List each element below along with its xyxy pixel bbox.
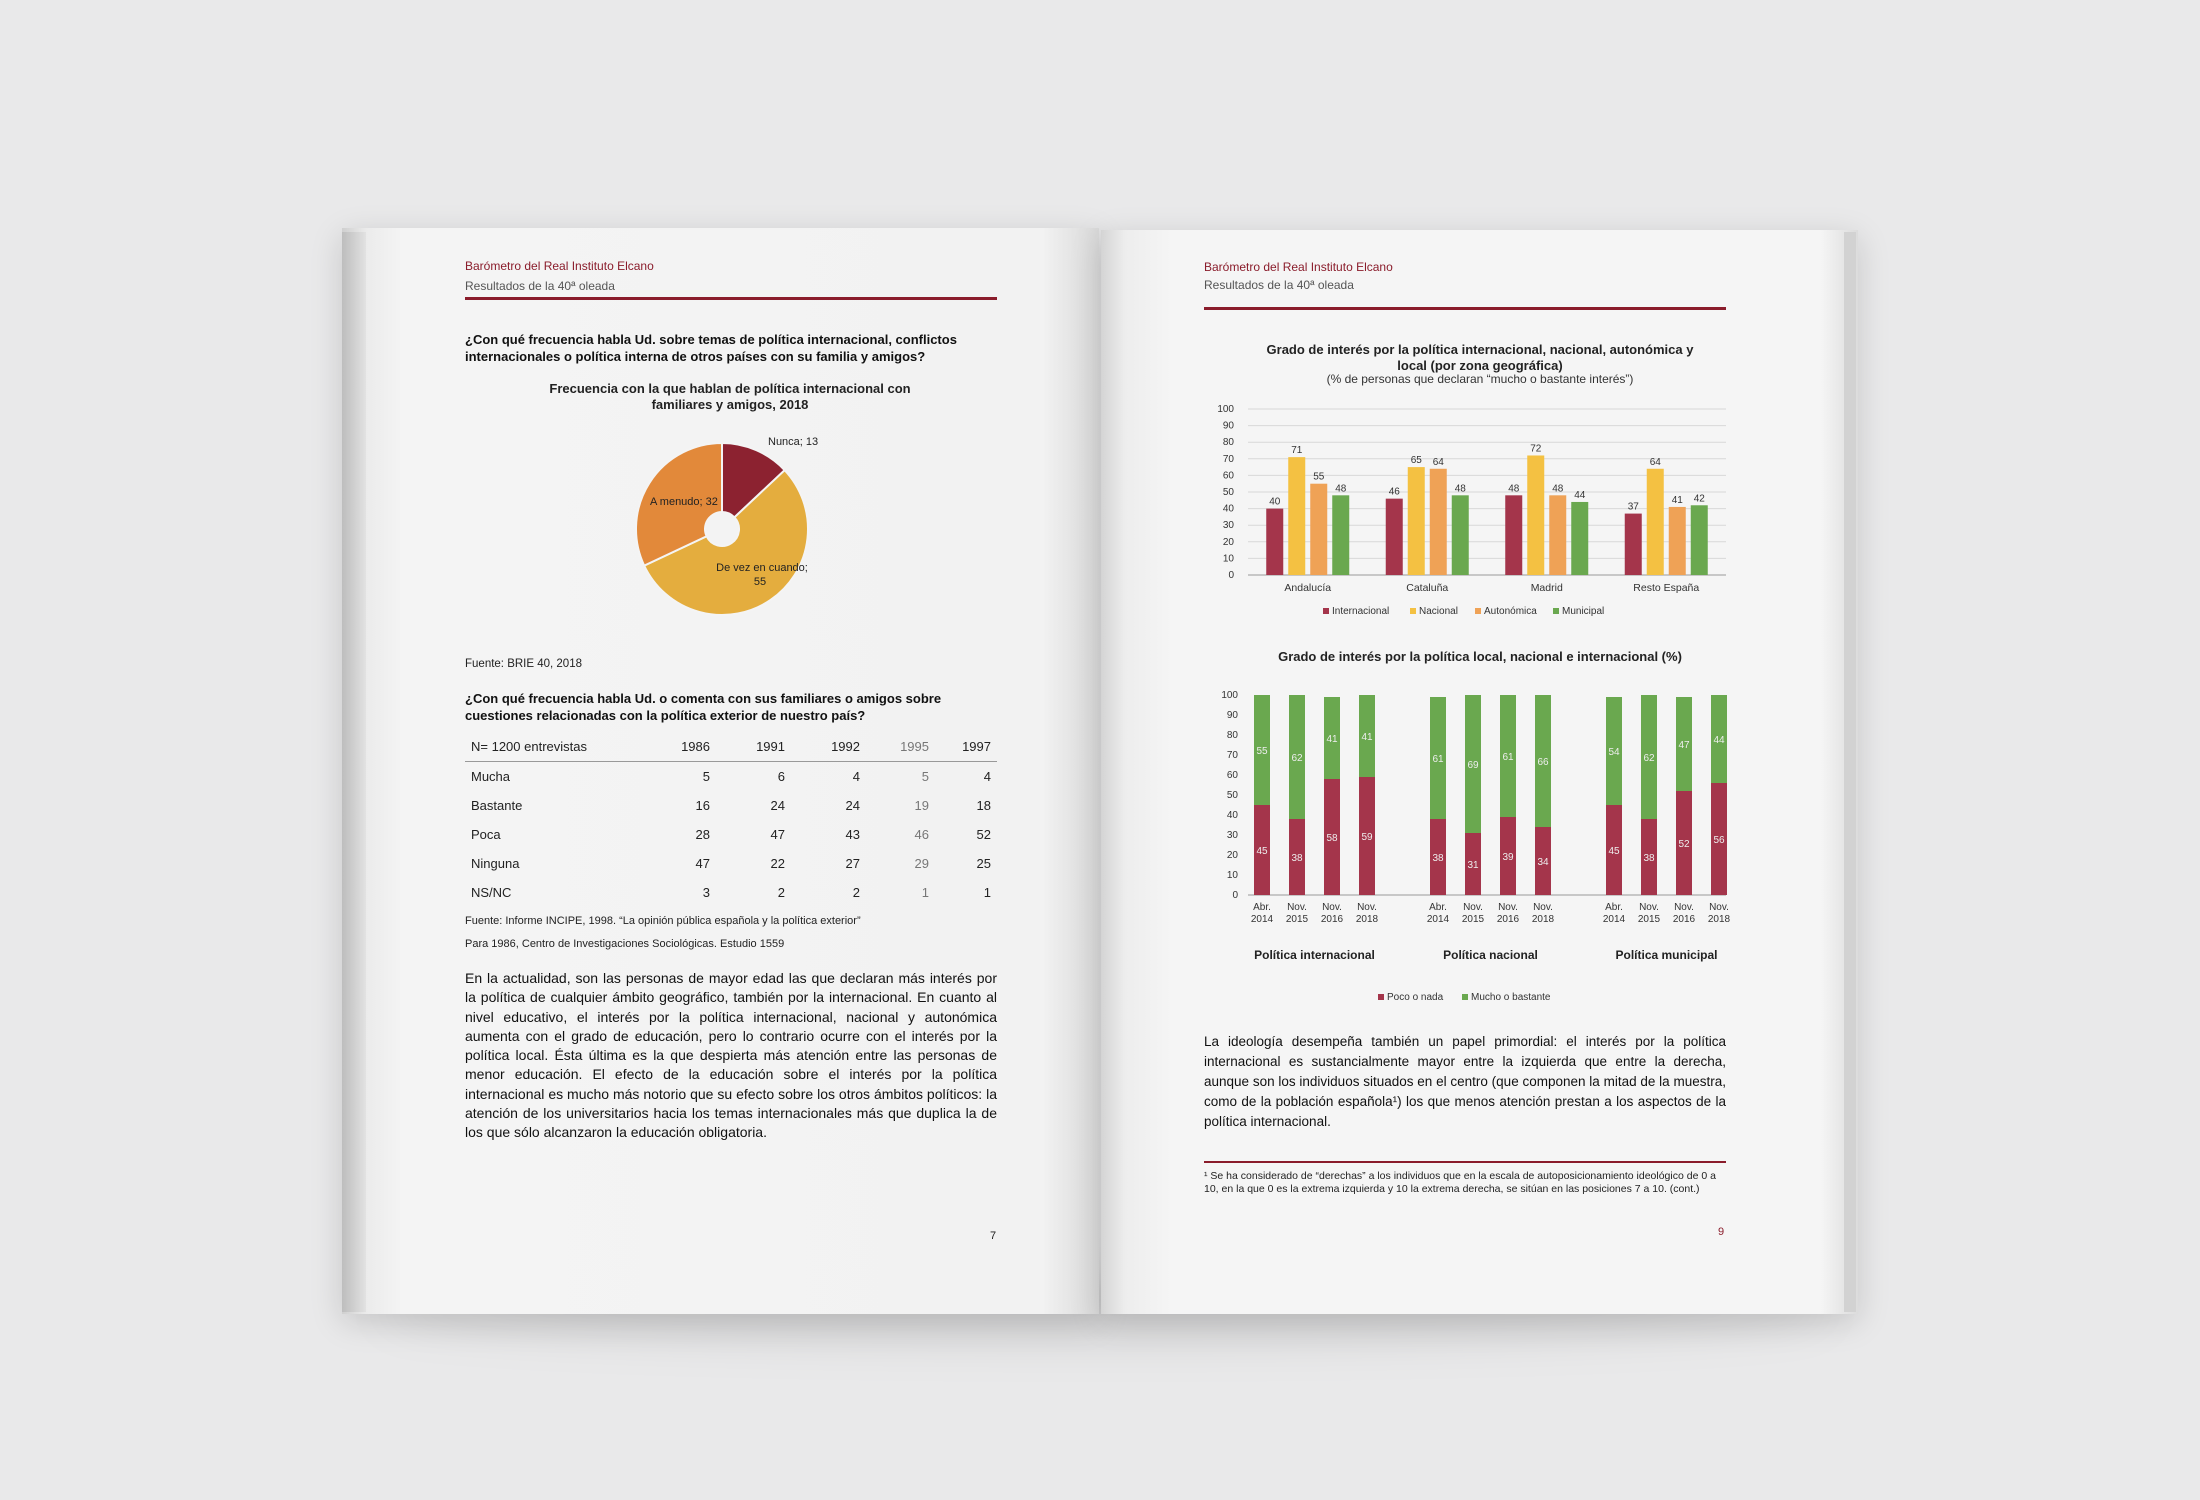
table-header-cell: 1997	[929, 732, 997, 762]
bar-value-label: 44	[1713, 735, 1725, 746]
table-cell: 29	[914, 856, 929, 871]
bar-value-label: 44	[1574, 489, 1586, 501]
table-cell: 24	[770, 798, 785, 813]
legend-label-mucho: Mucho o bastante	[1471, 992, 1551, 1003]
x-tick-label: 2018	[1355, 914, 1379, 925]
left-paragraph: En la actualidad, son las personas de mayor edad las que declaran más interés por la política de cualquier ámbito geográfico, también por la internacional. En cuanto al nivel educativo, el interés por la política internacional, nacional y autonómica aumenta con el grado de educación, pero lo contrario ocurre con el interés por la política local. Ésta última es la que despierta más atención entre las personas de menor educación. El efecto de la educación sobre el interés por la política internacional es mucho más notorio que su efecto sobre los otros ámbitos políticos: la atención de los universitarios hacia los temas internacionales más que duplica la de los que sólo alcanzaron la educación obligatoria.	[465, 970, 997, 1141]
y-tick-label: 60	[1222, 470, 1234, 482]
bar-value-label: 48	[1454, 483, 1466, 495]
y-tick-label: 90	[1226, 710, 1238, 721]
bar-value-label: 37	[1627, 501, 1639, 513]
right-header-subtitle: Resultados de la 40ª oleada	[1204, 278, 1354, 292]
legend-swatch-autonomica	[1475, 608, 1481, 614]
table-cell: 19	[914, 798, 929, 813]
y-tick-label: 100	[1221, 690, 1238, 701]
table-cell: 22	[770, 856, 785, 871]
table-cell: 4	[983, 769, 991, 784]
stacked-bar-chart	[1190, 680, 1730, 1010]
legend-label-poco: Poco o nada	[1387, 992, 1444, 1003]
bar-value-label: 64	[1649, 456, 1661, 468]
y-tick-label: 70	[1226, 750, 1238, 761]
pie-label-de-vez-value: 55	[753, 576, 767, 588]
right-header-title: Barómetro del Real Instituto Elcano	[1204, 260, 1393, 274]
bar-value-label: 72	[1530, 443, 1542, 455]
left-source-3: Para 1986, Centro de Investigaciones Sociológicas. Estudio 1559	[465, 938, 785, 950]
left-header-rule	[465, 297, 997, 300]
legend-swatch-municipal	[1553, 608, 1559, 614]
bar-nacional	[1408, 467, 1425, 575]
table-cell: Mucha	[471, 769, 511, 784]
right-page-edge	[1844, 232, 1856, 1312]
bar-value-label: 56	[1713, 835, 1725, 846]
left-question-1: ¿Con qué frecuencia habla Ud. sobre temas de política internacional, conflictos internacionales o política interna de otros países con su familia y amigos?	[465, 332, 957, 364]
table-cell: 5	[921, 769, 929, 784]
legend-label-internacional: Internacional	[1332, 606, 1390, 617]
legend-swatch-mucho	[1462, 994, 1468, 1000]
bar-value-label: 48	[1508, 483, 1520, 495]
bar-value-label: 34	[1537, 857, 1549, 868]
x-tick-label: Nov.	[1639, 902, 1659, 913]
bar-internacional	[1505, 495, 1522, 575]
group-label: Política internacional	[1254, 948, 1375, 962]
table-header-cell: 1995	[860, 732, 929, 762]
y-tick-label: 100	[1217, 404, 1234, 415]
y-tick-label: 30	[1226, 830, 1238, 841]
bar-municipal	[1452, 495, 1469, 575]
table-cell: 27	[845, 856, 860, 871]
y-tick-label: 30	[1222, 520, 1234, 532]
bar-chart-title-line-1: Grado de interés por la política internacional, nacional, autonómica y	[1266, 342, 1694, 357]
x-tick-label: 2016	[1672, 914, 1696, 925]
left-question-2: ¿Con qué frecuencia habla Ud. o comenta con sus familiares o amigos sobre cuestiones relacionadas con la política exterior de nuestro país?	[465, 691, 942, 723]
table-cell: 43	[845, 827, 860, 842]
bar-value-label: 48	[1552, 483, 1564, 495]
x-tick-label: 2014	[1602, 914, 1626, 925]
bar-value-label: 64	[1432, 456, 1444, 468]
bar-value-label: 65	[1410, 455, 1422, 467]
bar-chart-subtitle: (% de personas que declaran “mucho o bastante interés”)	[1326, 372, 1634, 386]
footnote: ¹ Se ha considerado de “derechas” a los individuos que en la escala de autoposicionamiento ideológico de 0 a 10, en la que 0 es la extrema izquierda y 10 la extrema derecha, se sitúan en las posiciones 7 a 10. (cont.)	[1204, 1170, 1716, 1195]
bar-municipal	[1691, 505, 1708, 575]
x-category-label: Resto España	[1633, 582, 1700, 594]
x-tick-label: 2015	[1637, 914, 1661, 925]
y-tick-label: 0	[1228, 570, 1234, 581]
table-cell: 6	[777, 769, 785, 784]
table-header-cell: 1991	[710, 732, 785, 762]
y-tick-label: 20	[1222, 536, 1234, 548]
bar-value-label: 61	[1502, 752, 1514, 763]
x-tick-label: Nov.	[1287, 902, 1307, 913]
table-cell: 2	[777, 885, 785, 900]
bar-nacional	[1527, 455, 1544, 575]
pie-label-a-menudo: A menudo; 32	[650, 496, 718, 508]
table-cell: 16	[695, 798, 710, 813]
legend-label-autonomica: Autonómica	[1484, 606, 1537, 617]
bar-value-label: 54	[1608, 747, 1620, 758]
bar-value-label: 38	[1291, 853, 1303, 864]
y-tick-label: 50	[1222, 487, 1234, 498]
x-tick-label: 2016	[1320, 914, 1344, 925]
x-category-label: Cataluña	[1406, 582, 1449, 594]
bar-autonómica	[1310, 484, 1327, 575]
x-tick-label: 2018	[1531, 914, 1555, 925]
bar-value-label: 55	[1313, 471, 1325, 483]
grouped-bar-chart	[1190, 398, 1730, 630]
pie-label-nunca: Nunca; 13	[768, 436, 819, 448]
legend-label-nacional: Nacional	[1419, 606, 1458, 617]
x-tick-label: 2015	[1461, 914, 1485, 925]
bar-value-label: 71	[1291, 445, 1303, 457]
left-header-title: Barómetro del Real Instituto Elcano	[465, 259, 654, 273]
legend-swatch-internacional	[1323, 608, 1329, 614]
bar-value-label: 31	[1467, 860, 1479, 871]
right-header-rule	[1204, 307, 1726, 310]
y-tick-label: 70	[1222, 453, 1234, 465]
group-label: Política municipal	[1615, 948, 1718, 962]
bar-autonómica	[1669, 507, 1686, 575]
bar-value-label: 61	[1432, 754, 1444, 765]
bar-internacional	[1266, 509, 1283, 575]
y-tick-label: 0	[1232, 890, 1238, 901]
table-row	[465, 791, 997, 820]
bar-value-label: 41	[1361, 732, 1373, 743]
bar-value-label: 55	[1256, 746, 1268, 757]
stacked-chart-title: Grado de interés por la política local, nacional e internacional (%)	[1278, 649, 1682, 664]
x-tick-label: 2014	[1426, 914, 1450, 925]
table-cell: 47	[695, 856, 710, 871]
table-header-row	[465, 732, 997, 762]
bar-nacional	[1647, 469, 1664, 575]
table-cell: NS/NC	[471, 885, 512, 900]
bar-value-label: 47	[1678, 740, 1690, 751]
bar-value-label: 42	[1693, 493, 1705, 505]
bar-value-label: 41	[1671, 494, 1683, 506]
table-cell: 46	[914, 827, 929, 842]
group-label: Política nacional	[1443, 948, 1538, 962]
y-tick-label: 50	[1226, 790, 1238, 801]
y-tick-label: 40	[1222, 503, 1234, 515]
table-header-cell: 1992	[785, 732, 860, 762]
legend-label-municipal: Municipal	[1562, 606, 1605, 617]
x-tick-label: 2014	[1250, 914, 1274, 925]
x-tick-label: Nov.	[1674, 902, 1694, 913]
left-page-number: 7	[990, 1230, 997, 1242]
bar-value-label: 40	[1269, 496, 1281, 508]
legend-swatch-poco	[1378, 994, 1384, 1000]
legend-swatch-nacional	[1410, 608, 1416, 614]
table-cell: 24	[845, 798, 860, 813]
pie-label-de-vez: De vez en cuando;	[716, 562, 808, 574]
x-tick-label: Nov.	[1709, 902, 1729, 913]
bar-internacional	[1386, 499, 1403, 575]
bar-value-label: 62	[1291, 753, 1303, 764]
bar-value-label: 58	[1326, 833, 1338, 844]
bar-municipal	[1571, 502, 1588, 575]
x-category-label: Madrid	[1530, 582, 1563, 594]
bar-autonómica	[1549, 495, 1566, 575]
table-cell: 1	[983, 885, 991, 900]
left-header-subtitle: Resultados de la 40ª oleada	[465, 279, 615, 293]
x-tick-label: Abr.	[1429, 902, 1447, 913]
bar-value-label: 38	[1432, 853, 1444, 864]
bar-value-label: 52	[1678, 839, 1690, 850]
table-cell: 1	[921, 885, 929, 900]
table-cell: 52	[976, 827, 991, 842]
table-cell: 28	[695, 827, 710, 842]
x-category-label: Andalucía	[1284, 582, 1332, 594]
y-tick-label: 90	[1222, 420, 1234, 432]
x-tick-label: Nov.	[1357, 902, 1377, 913]
x-tick-label: Abr.	[1253, 902, 1271, 913]
left-page-edge	[342, 232, 366, 1312]
table-row	[465, 878, 997, 907]
bar-value-label: 45	[1256, 846, 1268, 857]
left-source-2: Fuente: Informe INCIPE, 1998. “La opinión pública española y la política exterior”	[465, 915, 861, 927]
right-paragraph: La ideología desempeña también un papel primordial: el interés por la política internacional es sustancialmente mayor entre la izquierda que entre la derecha, aunque son los individuos situados en el centro (que componen la mitad de la muestra, como de la población española¹) los que menos atención prestan a los aspectos de la política internacional.	[1204, 1034, 1726, 1129]
bar-chart-title	[1230, 342, 1730, 374]
x-tick-label: Abr.	[1605, 902, 1623, 913]
x-tick-label: 2018	[1707, 914, 1730, 925]
bar-internacional	[1625, 514, 1642, 575]
pie-chart-title: Frecuencia con la que hablan de política internacional con familiares y amigos, 2018	[549, 381, 911, 412]
right-page-number: 9	[1718, 1226, 1725, 1238]
left-source-1: Fuente: BRIE 40, 2018	[465, 658, 582, 670]
pie-chart	[600, 425, 880, 635]
bar-nacional	[1288, 457, 1305, 575]
table-cell: 4	[852, 769, 860, 784]
bar-value-label: 69	[1467, 760, 1479, 771]
table-cell: 2	[852, 885, 860, 900]
x-tick-label: Nov.	[1322, 902, 1342, 913]
bar-municipal	[1332, 495, 1349, 575]
y-tick-label: 10	[1226, 870, 1238, 881]
bar-value-label: 59	[1361, 832, 1373, 843]
x-tick-label: 2016	[1496, 914, 1520, 925]
table-header-cell: 1986	[635, 732, 710, 762]
bar-chart-title-line-2: local (por zona geográfica)	[1397, 358, 1563, 373]
y-tick-label: 60	[1226, 770, 1238, 781]
table-cell: Bastante	[471, 798, 523, 813]
y-tick-label: 10	[1222, 553, 1234, 565]
x-tick-label: Nov.	[1498, 902, 1518, 913]
bar-value-label: 62	[1643, 753, 1655, 764]
table-cell: 47	[770, 827, 785, 842]
table-cell: 5	[702, 769, 710, 784]
x-tick-label: 2015	[1285, 914, 1309, 925]
table-row	[465, 762, 997, 792]
y-tick-label: 40	[1226, 810, 1238, 821]
table-cell: 25	[976, 856, 991, 871]
y-tick-label: 80	[1226, 730, 1238, 741]
bar-value-label: 39	[1502, 852, 1514, 863]
bar-autonómica	[1430, 469, 1447, 575]
table-row	[465, 849, 997, 878]
y-tick-label: 20	[1226, 850, 1238, 861]
frequency-table	[465, 732, 997, 907]
y-tick-label: 80	[1222, 437, 1234, 449]
bar-value-label: 45	[1608, 846, 1620, 857]
table-cell: 3	[702, 885, 710, 900]
table-cell: Poca	[471, 827, 501, 842]
table-row	[465, 820, 997, 849]
table-cell: Ninguna	[471, 856, 520, 871]
bar-value-label: 66	[1537, 757, 1549, 768]
bar-value-label: 38	[1643, 853, 1655, 864]
x-tick-label: Nov.	[1463, 902, 1483, 913]
table-cell: 18	[976, 798, 991, 813]
x-tick-label: Nov.	[1533, 902, 1553, 913]
bar-value-label: 46	[1388, 486, 1400, 498]
bar-value-label: 41	[1326, 734, 1338, 745]
footnote-separator	[1204, 1161, 1726, 1163]
table-header-cell: N= 1200 entrevistas	[465, 732, 635, 762]
bar-value-label: 48	[1335, 483, 1347, 495]
